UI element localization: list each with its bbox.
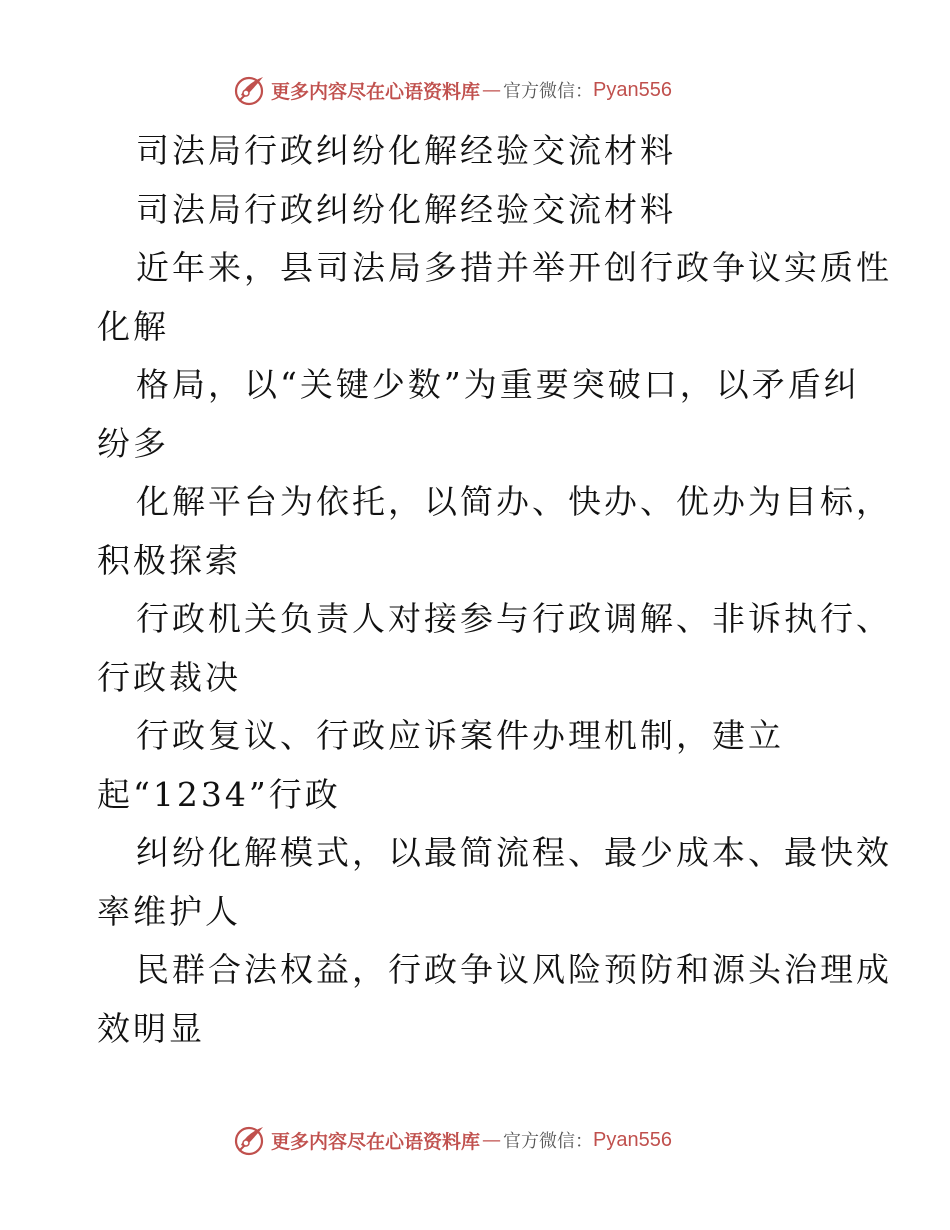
document-title: 司法局行政纠纷化解经验交流材料	[136, 131, 676, 170]
document-line: 近年来，县司法局多措并举开创行政争议实质性	[136, 248, 892, 287]
document-line: 纷多	[97, 423, 169, 463]
document-line: 司法局行政纠纷化解经验交流材料	[136, 189, 676, 229]
header-watermark	[233, 72, 672, 108]
document-line: 效明显	[97, 1008, 205, 1048]
document-line: 民群合法权益，行政争议风险预防和源头治理成	[136, 950, 892, 989]
document-line: 行政机关负责人对接参与行政调解、非诉执行、	[136, 599, 892, 638]
document-line: 纠纷化解模式，以最简流程、最少成本、最快效	[136, 833, 892, 872]
document-body	[97, 122, 892, 1058]
document-line: 率维护人	[97, 891, 241, 931]
watermark-wechat-label: 官方微信：	[503, 81, 594, 102]
document-line: 行政裁决	[97, 657, 241, 697]
watermark-account: Pyan556	[593, 78, 672, 101]
document-line: 格局，以“关键少数”为重要突破口，以矛盾纠	[136, 365, 860, 404]
quill-logo-icon	[233, 73, 267, 107]
document-line: 化解	[97, 306, 169, 346]
watermark-text: 更多内容尽在心语资料库	[271, 1130, 481, 1153]
document-line: 积极探索	[97, 540, 241, 580]
watermark-dash: —	[482, 1129, 502, 1151]
watermark-wechat-label: 官方微信：	[503, 1131, 594, 1152]
document-line: 化解平台为依托，以简办、快办、优办为目标，	[136, 482, 892, 521]
footer-watermark	[233, 1122, 672, 1158]
document-line: 行政复议、行政应诉案件办理机制，建立	[136, 716, 784, 755]
watermark-account: Pyan556	[593, 1128, 672, 1151]
quill-logo-icon	[233, 1123, 267, 1157]
document-line: 起“1234”行政	[97, 774, 341, 814]
watermark-dash: —	[482, 79, 502, 101]
watermark-text: 更多内容尽在心语资料库	[271, 80, 481, 103]
